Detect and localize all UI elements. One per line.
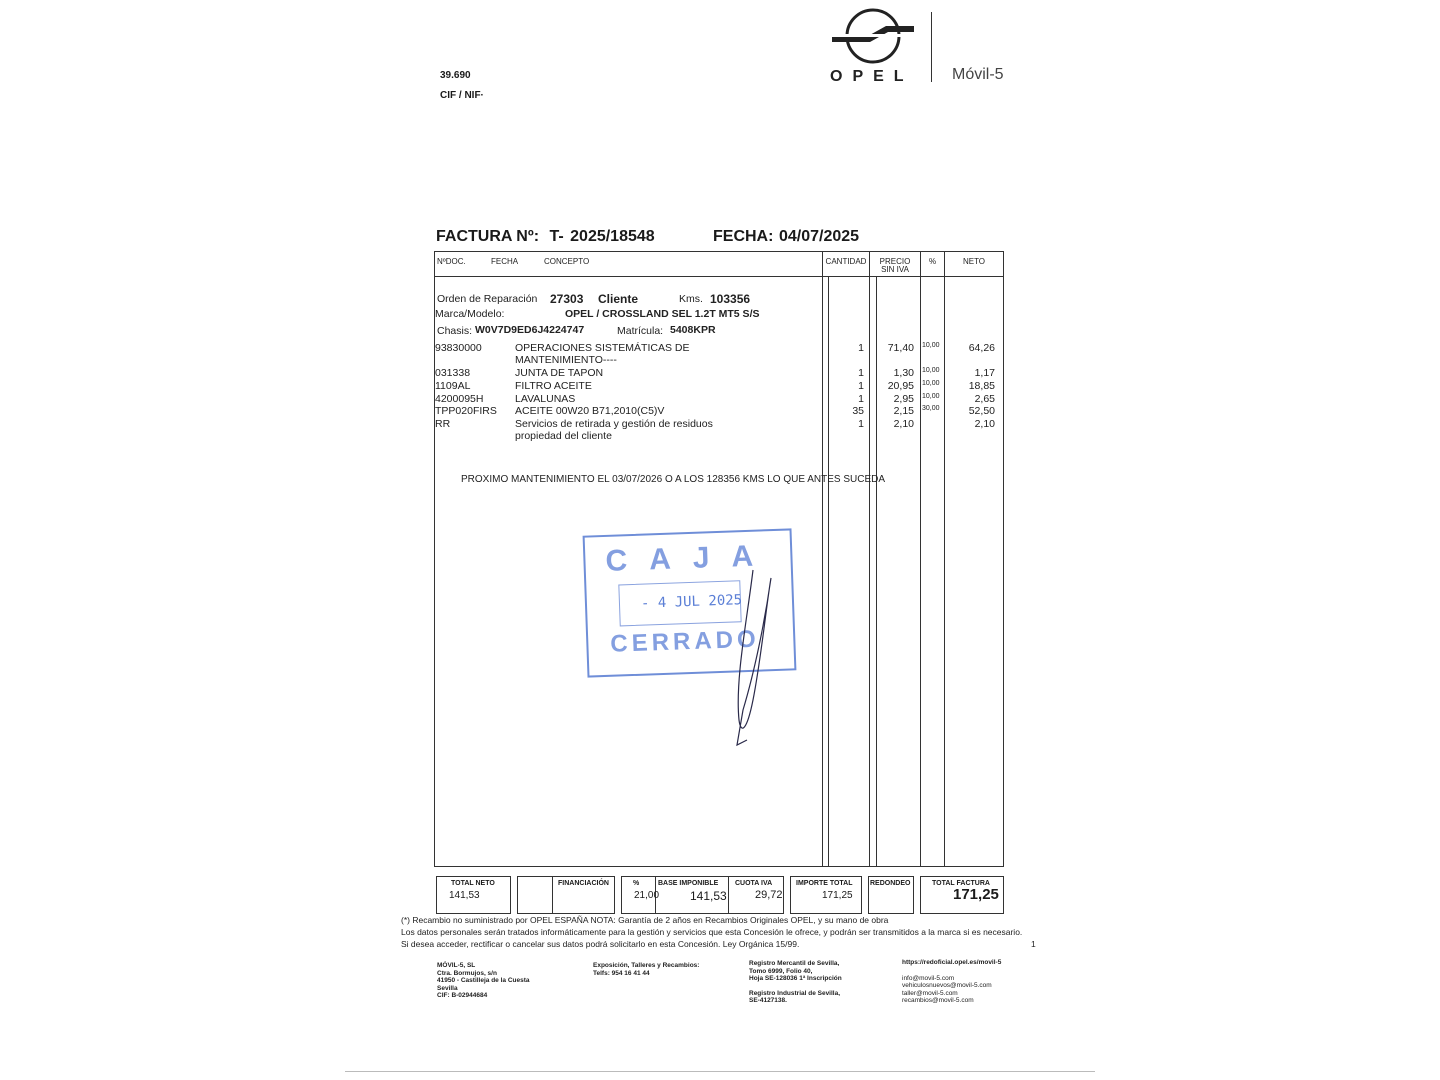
col-divider (828, 276, 829, 867)
line-net: 2,65 (974, 393, 995, 405)
legal-line-3: Si desea acceder, rectificar o cancelar sus datos podrá solicitarlo en esta Concesión. Ley Orgánica 15/99. (401, 939, 800, 949)
factura-number: 2025/18548 (570, 228, 655, 245)
legal-line-1: (*) Recambio no suministrado por OPEL ESPAÑA NOTA: Garantía de 2 años en Recambios Originales OPEL, y su mano de obra (401, 915, 889, 925)
line-desc2: propiedad del cliente (515, 430, 612, 442)
header-code: 39.690 (440, 70, 471, 81)
footer-line: MÓVIL-5, SL (437, 962, 476, 969)
line-desc: FILTRO ACEITE (515, 380, 592, 392)
importe-value: 171,25 (822, 890, 853, 901)
line-qty: 1 (858, 367, 864, 379)
line-net: 52,50 (968, 405, 995, 417)
base-label: BASE IMPONIBLE (658, 880, 719, 887)
line-pct: 10,00 (922, 393, 940, 400)
footer-email-link[interactable]: recambios@movil-5.com (902, 997, 974, 1004)
redondeo-label: REDONDEO (870, 880, 911, 887)
footer-line: Ctra. Bormujos, s/n (437, 969, 497, 977)
footer-line: Telfs: 954 16 41 44 (593, 969, 650, 977)
col-sin-iva: SIN IVA (881, 265, 909, 274)
line-net: 1,17 (974, 367, 995, 379)
line-net: 18,85 (968, 380, 995, 392)
line-desc: OPERACIONES SISTEMÁTICAS DE (515, 342, 690, 354)
footer-web (902, 959, 1001, 1005)
line-code: 031338 (435, 367, 471, 379)
dealer-name: Móvil-5 (952, 66, 1004, 83)
col-pct: % (928, 257, 937, 266)
cuota-value: 29,72 (755, 889, 783, 901)
line-desc: ACEITE 00W20 B71,2010(C5)V (515, 405, 665, 417)
total-factura-label: TOTAL FACTURA (932, 880, 990, 887)
line-net: 2,10 (974, 418, 995, 430)
pct-value: 21,00 (634, 890, 660, 901)
total-neto-label: TOTAL NETO (451, 880, 495, 887)
line-price: 2,10 (893, 418, 914, 430)
footer-url-link[interactable]: https://redoficial.opel.es/movil-5 (902, 959, 1002, 966)
header-separator (434, 276, 1004, 277)
marca-value: OPEL / CROSSLAND SEL 1.2T MT5 S/S (565, 308, 760, 320)
importe-label: IMPORTE TOTAL (796, 880, 853, 887)
footer-line: CIF: B-02944684 (437, 992, 488, 999)
stamp-date: - 4 JUL 2025 (640, 592, 743, 612)
col-neto: NETO (962, 257, 986, 266)
footer-line: Exposición, Talleres y Recambios: (593, 962, 700, 969)
line-code: 1109AL (435, 380, 471, 392)
line-code: 93830000 (435, 342, 482, 354)
footer-line: Hoja SE-128036 1ª Inscripción (749, 975, 842, 982)
col-cantidad: CANTIDAD (825, 257, 867, 266)
footer-line: Sevilla (437, 984, 458, 992)
orden-value: 27303 (550, 292, 584, 306)
orden-label: Orden de Reparación (437, 293, 538, 305)
fecha-value: 04/07/2025 (779, 228, 860, 245)
matricula-value: 5408KPR (670, 324, 716, 336)
footer-spacer (902, 967, 1001, 975)
line-qty: 1 (858, 393, 864, 405)
line-qty: 1 (858, 418, 864, 430)
factura-series: T- (549, 228, 564, 245)
footer-email-link[interactable]: vehiculosnuevos@movil-5.com (902, 982, 992, 989)
line-code: 4200095H (435, 393, 484, 405)
line-pct: 10,00 (922, 367, 940, 374)
stamp-bottom-text: CERRADO (609, 625, 761, 658)
kms-label: Kms. (679, 293, 703, 305)
page-number: 1 (1031, 939, 1036, 949)
box-divider (552, 876, 553, 914)
footer-line: Registro Mercantil de Sevilla, (749, 960, 840, 967)
chasis-label: Chasis: (437, 325, 473, 337)
legal-line-2: Los datos personales serán tratados informáticamente para la gestión y servicios que esta Concesión le ofrece, y podrán ser transmitidos a la marca si es necesario. (401, 927, 1023, 937)
opel-logo-text: OPEL (830, 68, 914, 85)
line-desc: Servicios de retirada y gestión de residuos (515, 418, 713, 430)
col-precio: PRECIO (879, 257, 911, 266)
total-neto-value: 141,53 (449, 890, 480, 901)
line-price: 20,95 (887, 380, 914, 392)
line-qty: 1 (858, 380, 864, 392)
pct-label: % (633, 880, 640, 887)
footer-line: Registro Industrial de Sevilla, (749, 989, 841, 997)
line-qty: 35 (852, 405, 864, 417)
maintenance-note: PROXIMO MANTENIMIENTO EL 03/07/2026 O A LOS 128356 KMS LO QUE ANTES SUCEDA (461, 474, 886, 485)
line-price: 2,15 (893, 405, 914, 417)
kms-value: 103356 (710, 292, 751, 306)
financiacion-label: FINANCIACIÓN (558, 880, 609, 887)
marca-label: Marca/Modelo: (435, 308, 505, 320)
col-divider (876, 276, 877, 867)
footer-company (437, 962, 530, 1000)
footer-line: Tomo 6999, Folio 40, (749, 967, 813, 975)
line-price: 2,95 (893, 393, 914, 405)
line-code: RR (435, 418, 451, 430)
cliente-label: Cliente (598, 292, 639, 306)
line-desc: JUNTA DE TAPON (515, 367, 604, 379)
line-pct: 10,00 (922, 380, 940, 387)
footer-spacer (749, 983, 842, 990)
cuota-label: CUOTA IVA (735, 880, 773, 887)
col-ndoc: NºDOC. (437, 257, 466, 266)
matricula-label: Matrícula: (617, 325, 664, 337)
footer-contact (593, 962, 699, 977)
factura-label: FACTURA Nº: (436, 228, 540, 245)
line-pct: 10,00 (922, 342, 940, 349)
stamp-top-text: CAJA (604, 538, 776, 578)
page-bottom-rule (345, 1071, 1095, 1072)
line-qty: 1 (858, 342, 864, 354)
line-price: 71,40 (887, 342, 914, 354)
footer-email-link[interactable]: info@movil-5.com (902, 974, 955, 982)
line-pct: 30,00 (922, 405, 940, 412)
col-concepto: CONCEPTO (544, 257, 590, 266)
fecha-label: FECHA: (713, 228, 774, 245)
footer-email-link[interactable]: taller@movil-5.com (902, 989, 958, 997)
line-net: 64,26 (968, 342, 995, 354)
col-fecha: FECHA (491, 257, 519, 266)
invoice-title (436, 228, 1036, 246)
cif-label: CIF / NIF· (440, 90, 484, 101)
opel-blitz-logo (830, 6, 916, 68)
total-factura-value: 171,25 (953, 886, 999, 903)
line-desc: LAVALUNAS (515, 393, 576, 405)
footer-registry (749, 960, 842, 1005)
base-value: 141,53 (690, 889, 727, 903)
footer-line: SE-4127138. (749, 997, 787, 1004)
line-code: TPP020FIRS (435, 405, 497, 417)
line-price: 1,30 (893, 367, 914, 379)
col-divider (920, 251, 921, 867)
line-desc2: MANTENIMIENTO---- (515, 354, 617, 366)
signature-mark (725, 560, 785, 750)
box-divider (728, 876, 729, 914)
logo-divider (931, 12, 932, 82)
footer-line: 41950 - Castilleja de la Cuesta (437, 977, 530, 984)
chasis-value: W0V7D9ED6J4224747 (475, 324, 585, 336)
